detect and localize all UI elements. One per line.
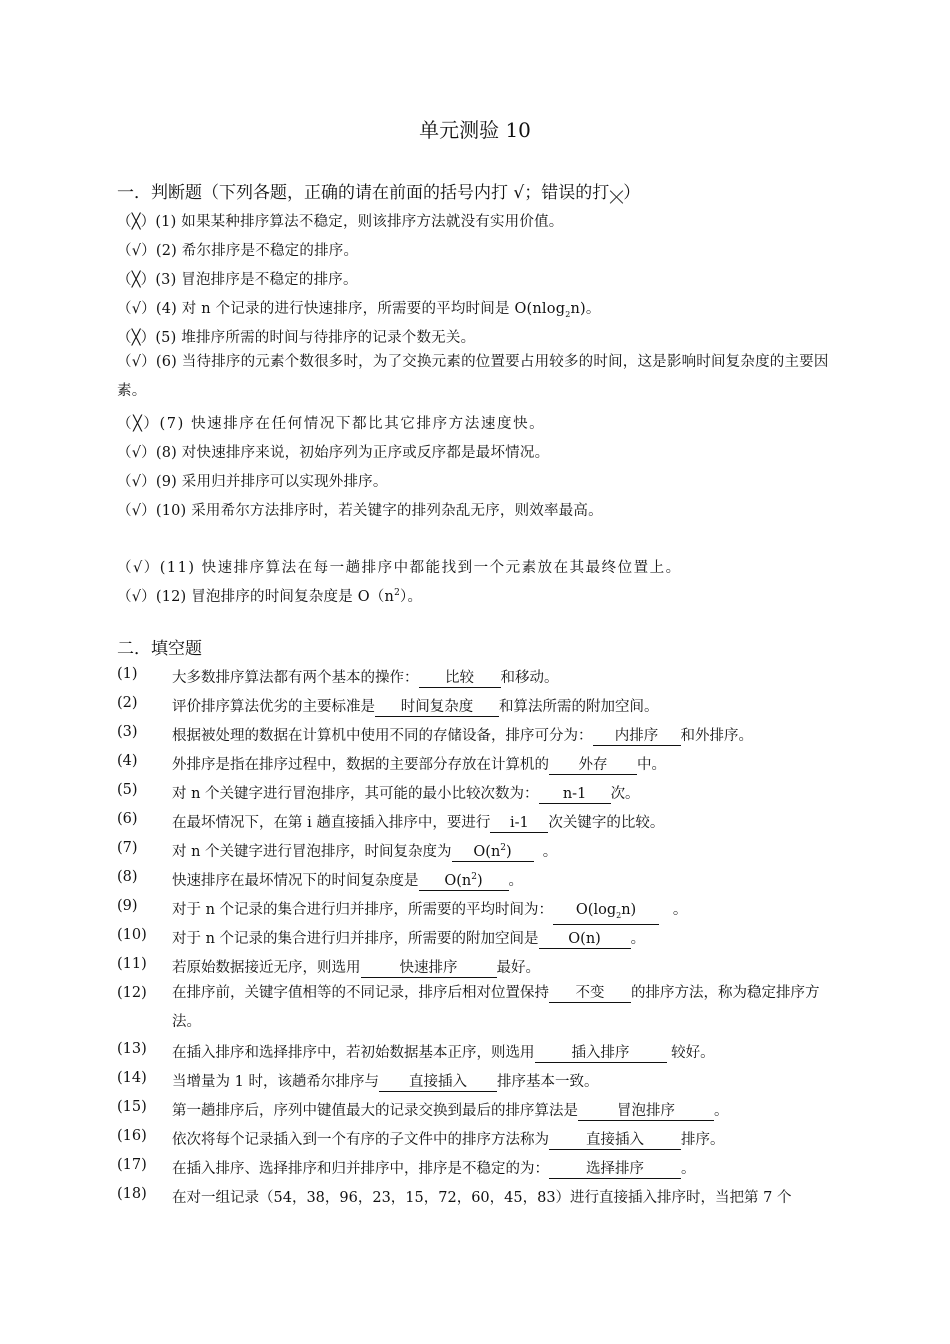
section2-heading: 二．填空题	[117, 639, 202, 659]
fill-item-tail: 排序基本一致。	[496, 1074, 599, 1090]
tf-item-12-end: ）。	[400, 589, 423, 605]
fill-item-tail: 。	[714, 1103, 729, 1119]
tf-item-10: （√）(10) 采用希尔方法排序时，若关键字的排列杂乱无序，则效率最高。	[117, 503, 603, 519]
cross-mark-icon	[609, 189, 623, 203]
fill-item-number: (11)	[117, 956, 147, 972]
fill-item-text: 在排序前，关键字值相等的不同记录，排序后相对位置保持	[172, 985, 549, 1001]
answer-blank-end: n)	[621, 902, 637, 918]
fill-item-tail: 。	[630, 931, 646, 947]
answer-blank: 内排序	[593, 728, 681, 746]
fill-item-number: (16)	[117, 1128, 147, 1144]
fill-item-tail: 最好。	[496, 960, 540, 976]
fill-item-number: (6)	[117, 811, 138, 827]
fill-item-number: (17)	[117, 1157, 147, 1173]
tf-item-2: （√）(2) 希尔排序是不稳定的排序。	[117, 243, 359, 259]
fill-item-tail: 和移动。	[500, 670, 559, 686]
answer-blank: 快速排序	[361, 960, 497, 978]
section1-heading	[117, 178, 640, 203]
tf-item-4-sub: 2	[565, 309, 571, 319]
tf-item-11: （√）(11) 快速排序算法在每一趟排序中都能找到一个元素放在其最终位置上。	[117, 560, 682, 576]
fill-item-text: 根据被处理的数据在计算机中使用不同的存储设备，排序可分为：	[172, 728, 593, 744]
tf-item-12-sup: 2	[394, 588, 400, 599]
fill-item-text: 对 n 个关键字进行冒泡排序，其可能的最小比较次数为：	[172, 786, 539, 802]
fill-item-text: 大多数排序算法都有两个基本的操作：	[172, 670, 419, 686]
tf-item-9: （√）(9) 采用归并排序可以实现外排序。	[117, 474, 388, 490]
fill-item-number: (2)	[117, 695, 138, 711]
answer-blank: 插入排序	[535, 1045, 667, 1063]
answer-blank: 外存	[549, 757, 637, 775]
fill-item-tail: 。	[542, 844, 558, 860]
fill-item-number: (14)	[117, 1070, 147, 1086]
fill-item-text: 评价排序算法优劣的主要标准是	[172, 699, 375, 715]
answer-blank: 直接插入	[379, 1074, 497, 1092]
answer-blank-sup: 2	[471, 872, 477, 883]
fill-item-text: 对于 n 个记录的集合进行归并排序，所需要的平均时间为：	[172, 902, 554, 918]
fill-item-tail: 。	[672, 902, 688, 918]
fill-item-number: (15)	[117, 1099, 147, 1115]
fill-item-tail: 的排序方法，称为稳定排序方法。	[172, 985, 820, 1030]
fill-item-number: (9)	[117, 898, 138, 914]
section1-heading-end: ）	[623, 183, 641, 203]
fill-item-number: (10)	[117, 927, 147, 943]
tf-item-6: （√）(6) 当待排序的元素个数很多时，为了交换元素的位置要占用较多的时间，这是影响时间复杂度的主要因素。	[117, 354, 829, 399]
fill-item-text: 外排序是指在排序过程中，数据的主要部分存放在计算机的	[172, 757, 549, 773]
fill-item-text: 依次将每个记录插入到一个有序的子文件中的排序方法称为	[172, 1132, 549, 1148]
tf-item-4	[117, 297, 842, 319]
answer-blank: O(n)	[539, 931, 631, 949]
fill-item-number: (13)	[117, 1041, 147, 1057]
fill-item-text: 当增量为 1 时，该趟希尔排序与	[172, 1074, 379, 1090]
answer-blank-end: )	[476, 873, 483, 889]
fill-item-number: (18)	[117, 1186, 147, 1202]
answer-blank	[452, 840, 534, 862]
fill-item-text: 在插入排序和选择排序中，若初始数据基本正序，则选用	[172, 1045, 535, 1061]
tf-item-4-text: （√）(4) 对 n 个记录的进行快速排序，所需要的平均时间是 O(nlog	[117, 301, 566, 317]
fill-item-text: 在对一组记录（54，38，96，23，15，72，60，45，83）进行直接插入排序时，当把第 7 个	[172, 1190, 792, 1206]
fill-item-tail: 和算法所需的附加空间。	[499, 699, 659, 715]
fill-item-tail: 。	[508, 873, 523, 889]
tf-item-8: （√）(8) 对快速排序来说，初始序列为正序或反序都是最坏情况。	[117, 445, 550, 461]
answer-blank-sup: 2	[500, 843, 507, 854]
tf-item-12-text: （√）(12) 冒泡排序的时间复杂度是 O（n	[117, 589, 395, 605]
fill-item-text: 第一趟排序后，序列中键值最大的记录交换到最后的排序算法是	[172, 1103, 578, 1119]
fill-item-number: (8)	[117, 869, 138, 885]
fill-item-tail: 次。	[610, 786, 640, 802]
fill-item-tail: 较好。	[671, 1045, 715, 1061]
tf-item-4-end: n)。	[570, 301, 601, 317]
fill-item-text: 在最坏情况下，在第 i 趟直接插入排序中，要进行	[172, 815, 491, 831]
answer-blank-text: O(n	[473, 844, 501, 860]
answer-blank-sub: 2	[616, 910, 622, 920]
fill-item-tail: 排序。	[681, 1132, 725, 1148]
fill-item-text: 快速排序在最坏情况下的时间复杂度是	[172, 873, 419, 889]
answer-blank: 比较	[419, 670, 501, 688]
fill-item-number: (1)	[117, 666, 138, 682]
answer-blank-end: )	[506, 844, 512, 860]
tf-item-5: （╳）(5) 堆排序所需的时间与待排序的记录个数无关。	[117, 330, 476, 346]
fill-item-number: (5)	[117, 782, 138, 798]
fill-item-tail: 。	[681, 1161, 696, 1177]
tf-item-1: （╳）(1) 如果某种排序算法不稳定，则该排序方法就没有实用价值。	[117, 214, 564, 230]
fill-item-number: (4)	[117, 753, 138, 769]
page-title: 单元测验 10	[419, 118, 531, 142]
fill-item-number: (12)	[117, 985, 147, 1001]
fill-item-text: 对于 n 个记录的集合进行归并排序，所需要的附加空间是	[172, 931, 539, 947]
answer-blank: 时间复杂度	[375, 699, 499, 717]
answer-blank: 选择排序	[549, 1161, 681, 1179]
fill-item-text: 对 n 个关键字进行冒泡排序，时间复杂度为	[172, 844, 452, 860]
fill-item-text: 在插入排序、选择排序和归并排序中，排序是不稳定的为：	[172, 1161, 549, 1177]
fill-item-tail: 和外排序。	[680, 728, 753, 744]
fill-item-text: 若原始数据接近无序，则选用	[172, 960, 361, 976]
answer-blank: i-1	[490, 815, 548, 833]
answer-blank: 冒泡排序	[578, 1103, 714, 1121]
fill-item-number: (3)	[117, 724, 138, 740]
answer-blank	[553, 902, 659, 925]
answer-blank-text: O(n	[444, 873, 472, 889]
section1-heading-text: 一．判断题（下列各题，正确的请在前面的括号内打 √；错误的打	[117, 183, 610, 203]
fill-item-number: (7)	[117, 840, 138, 856]
answer-blank: 不变	[549, 985, 631, 1003]
fill-item-tail: 次关键字的比较。	[548, 815, 665, 831]
tf-item-3: （╳）(3) 冒泡排序是不稳定的排序。	[117, 272, 358, 288]
fill-item-tail: 中。	[637, 757, 666, 773]
answer-blank: 直接插入	[549, 1132, 681, 1150]
tf-item-12	[117, 585, 842, 606]
answer-blank: n-1	[539, 786, 611, 804]
answer-blank-text: O(log	[575, 902, 617, 918]
tf-item-7: （╳）(7) 快速排序在任何情况下都比其它排序方法速度快。	[117, 416, 546, 432]
answer-blank	[419, 869, 509, 891]
